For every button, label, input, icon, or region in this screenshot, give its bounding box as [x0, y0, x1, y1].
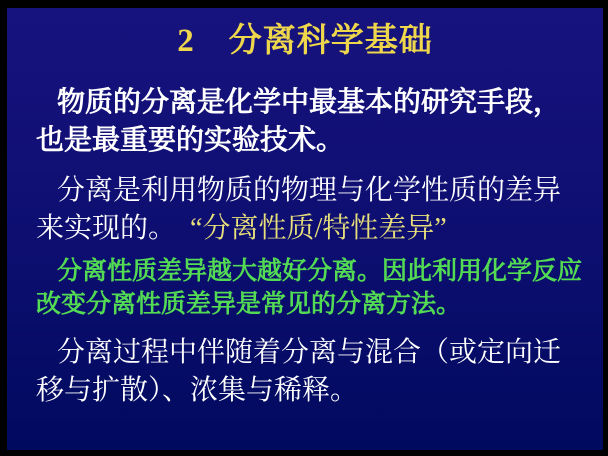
- slide-title: 2 分离科学基础: [177, 23, 433, 59]
- separation-property-quote: “分离性质/特性差异”: [190, 213, 447, 244]
- paragraph-process-line-2: 移与扩散）、浓集与稀释。: [36, 375, 359, 406]
- presentation-slide: [7, 8, 603, 450]
- paragraph-principle: [7, 172, 603, 248]
- paragraph-highlight-line-1: 分离性质差异越大越好分离。因此利用化学反应: [57, 258, 583, 285]
- paragraph-highlight-line-2: 改变分离性质差异是常见的分离方法。: [36, 291, 462, 318]
- paragraph-intro: [7, 84, 603, 160]
- paragraph-highlight-green: [7, 255, 603, 321]
- paragraph-principle-line-1: 分离是利用物质的物理与化学性质的差异: [57, 175, 562, 206]
- paragraph-process: [7, 334, 603, 410]
- paragraph-intro-line-2: 也是最重要的实验技术。: [36, 125, 345, 156]
- paragraph-principle-line-2: [36, 210, 587, 248]
- paragraph-intro-line-1: 物质的分离是化学中最基本的研究手段，: [57, 87, 562, 118]
- paragraph-principle-line-2-text: 来实现的。: [36, 213, 191, 244]
- paragraph-process-line-1: 分离过程中伴随着分离与混合（或定向迁: [57, 337, 562, 368]
